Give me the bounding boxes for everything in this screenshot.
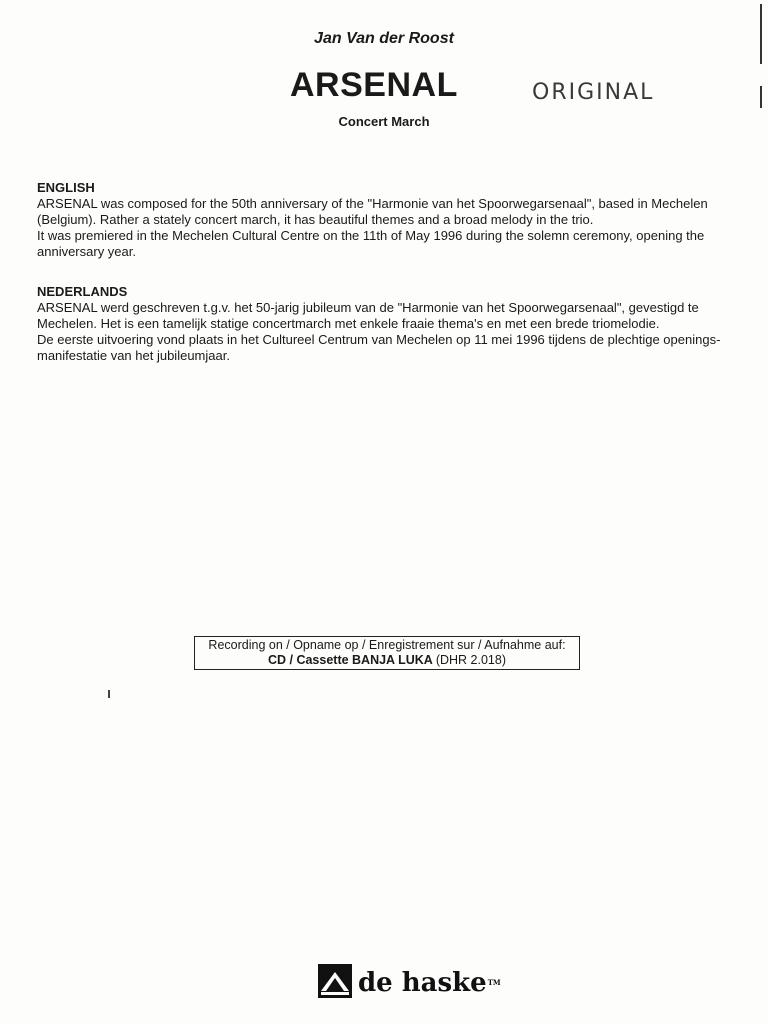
trademark-symbol: TM — [487, 978, 501, 987]
dutch-paragraph-1: ARSENAL werd geschreven t.g.v. het 50-jarig jubileum van de "Harmonie van het Spoorwegarsenaal", gevestigd te Mechelen. Het is een tamelijk statige concertmarch met enkele fraaie thema's en met een brede triomelodie. — [37, 300, 699, 331]
recording-info-box — [194, 636, 580, 670]
piece-title: ARSENAL — [290, 66, 458, 104]
english-section — [37, 180, 737, 260]
english-paragraph-1: ARSENAL was composed for the 50th anniversary of the "Harmonie van het Spoorwegarsenaal", based in Mechelen (Belgium). Rather a stately concert march, it has beautiful themes and a broad melody in the trio. — [37, 196, 708, 227]
english-paragraph-2: It was premiered in the Mechelen Cultural Centre on the 11th of May 1996 during the solemn ceremony, opening the anniversary year. — [37, 228, 705, 259]
recording-title: CD / Cassette BANJA LUKA — [267, 653, 433, 667]
recording-details — [195, 653, 579, 668]
composer-name: Jan Van der Roost — [314, 30, 454, 47]
english-heading: ENGLISH — [37, 180, 95, 195]
publisher-name-text: de haske — [358, 968, 487, 998]
scan-speck — [108, 690, 110, 698]
publisher-logo — [318, 958, 501, 998]
dutch-section — [37, 284, 737, 364]
publisher-name — [358, 968, 501, 998]
scan-edge-mark-lower — [760, 86, 762, 108]
dutch-paragraph-2: De eerste uitvoering vond plaats in het Cultureel Centrum van Mechelen op 11 mei 1996 tijdens de plechtige openings-manifestatie van het jubileumjaar. — [37, 332, 721, 363]
piece-subtitle: Concert March — [338, 114, 430, 129]
dutch-heading: NEDERLANDS — [37, 284, 128, 299]
original-stamp: ORIGINAL — [532, 80, 655, 105]
recording-catalog-number: (DHR 2.018) — [435, 653, 507, 667]
de-haske-logo-icon — [318, 964, 352, 998]
recording-label: Recording on / Opname op / Enregistrement sur / Aufnahme auf: — [208, 638, 566, 652]
